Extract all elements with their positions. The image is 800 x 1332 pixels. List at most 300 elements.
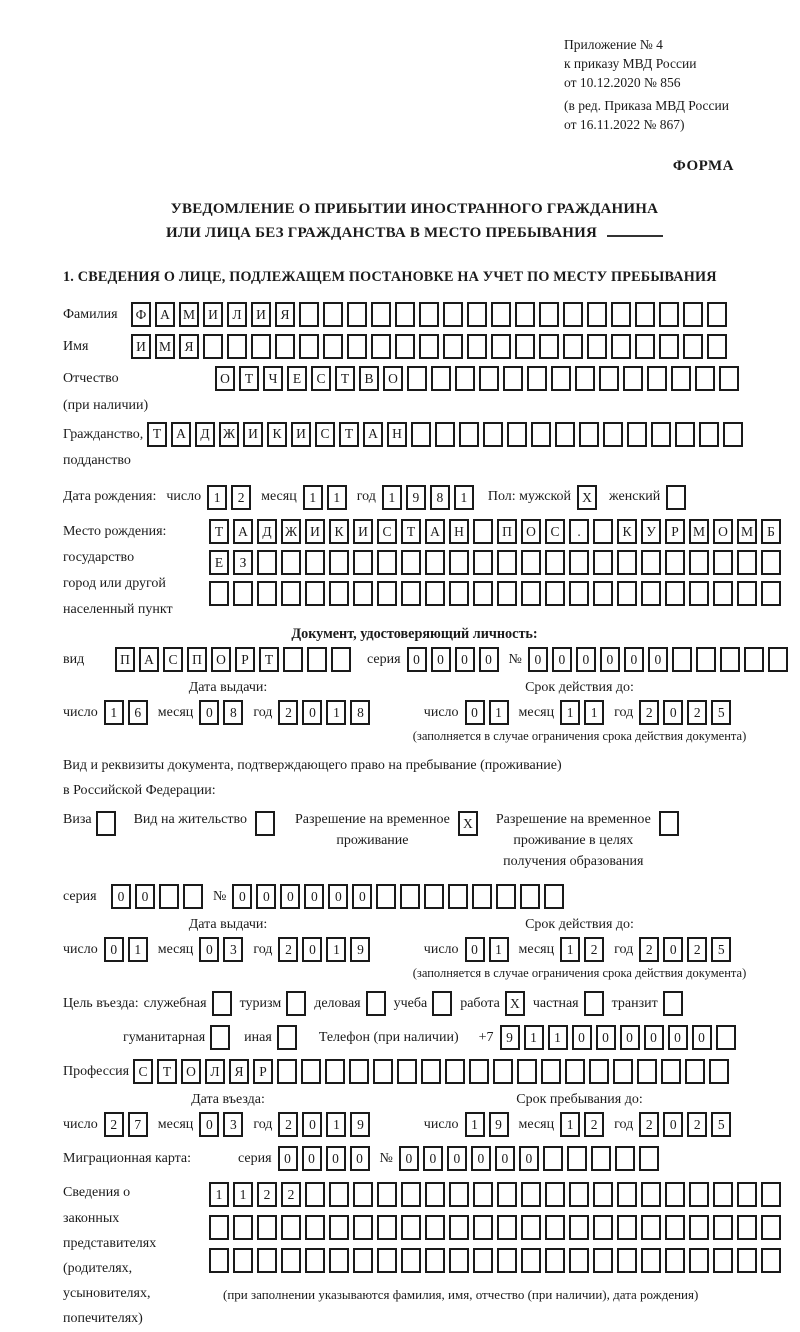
form-cell[interactable] [203, 334, 223, 359]
form-cell[interactable]: И [305, 519, 325, 544]
form-cell[interactable] [209, 1215, 229, 1240]
form-cell[interactable] [473, 1182, 493, 1207]
form-cell[interactable] [569, 1248, 589, 1273]
form-cell[interactable] [257, 1215, 277, 1240]
form-cell[interactable] [689, 1248, 709, 1273]
form-cell[interactable]: Т [259, 647, 279, 672]
form-cell[interactable] [275, 334, 295, 359]
form-cell[interactable]: 5 [711, 700, 731, 725]
form-cell[interactable]: 0 [302, 1146, 322, 1171]
form-cell[interactable] [651, 422, 671, 447]
form-cell[interactable] [617, 581, 637, 606]
form-cell[interactable] [613, 1059, 633, 1084]
form-cell[interactable] [497, 1182, 517, 1207]
form-cell[interactable] [210, 1025, 230, 1050]
form-cell[interactable] [419, 334, 439, 359]
form-cell[interactable] [545, 1248, 565, 1273]
form-cell[interactable] [661, 1059, 681, 1084]
form-cell[interactable]: 0 [471, 1146, 491, 1171]
form-cell[interactable] [659, 302, 679, 327]
form-cell[interactable]: 6 [128, 700, 148, 725]
form-cell[interactable]: 0 [111, 884, 131, 909]
form-cell[interactable]: П [187, 647, 207, 672]
form-cell[interactable]: С [315, 422, 335, 447]
form-cell[interactable]: 2 [639, 700, 659, 725]
form-cell[interactable]: О [181, 1059, 201, 1084]
form-cell[interactable]: С [133, 1059, 153, 1084]
form-cell[interactable]: 0 [648, 647, 668, 672]
form-cell[interactable]: 8 [430, 485, 450, 510]
form-cell[interactable] [305, 1215, 325, 1240]
form-cell[interactable] [683, 334, 703, 359]
form-cell[interactable]: И [251, 302, 271, 327]
form-cell[interactable]: 0 [352, 884, 372, 909]
form-cell[interactable]: 9 [406, 485, 426, 510]
form-cell[interactable] [159, 884, 179, 909]
form-cell[interactable] [401, 1215, 421, 1240]
form-cell[interactable]: 0 [199, 700, 219, 725]
form-cell[interactable] [376, 884, 396, 909]
form-cell[interactable] [445, 1059, 465, 1084]
form-cell[interactable] [617, 1182, 637, 1207]
form-cell[interactable] [467, 302, 487, 327]
form-cell[interactable]: А [425, 519, 445, 544]
form-cell[interactable] [593, 1248, 613, 1273]
form-cell[interactable]: П [497, 519, 517, 544]
form-cell[interactable] [567, 1146, 587, 1171]
form-cell[interactable] [455, 366, 475, 391]
form-cell[interactable]: 0 [624, 647, 644, 672]
form-cell[interactable] [411, 422, 431, 447]
form-cell[interactable]: Т [339, 422, 359, 447]
form-cell[interactable] [421, 1059, 441, 1084]
form-cell[interactable]: X [458, 811, 478, 836]
form-cell[interactable] [329, 1215, 349, 1240]
form-cell[interactable] [329, 1182, 349, 1207]
form-cell[interactable] [737, 550, 757, 575]
form-cell[interactable] [545, 1215, 565, 1240]
form-cell[interactable] [448, 884, 468, 909]
form-cell[interactable] [449, 1248, 469, 1273]
form-cell[interactable]: 2 [584, 1112, 604, 1137]
form-cell[interactable] [209, 581, 229, 606]
form-cell[interactable] [473, 550, 493, 575]
form-cell[interactable] [353, 1182, 373, 1207]
form-cell[interactable]: 0 [596, 1025, 616, 1050]
form-cell[interactable]: 1 [327, 485, 347, 510]
form-cell[interactable]: Ч [263, 366, 283, 391]
form-cell[interactable]: 2 [687, 700, 707, 725]
form-cell[interactable] [497, 581, 517, 606]
form-cell[interactable] [377, 550, 397, 575]
form-cell[interactable]: О [521, 519, 541, 544]
form-cell[interactable] [611, 302, 631, 327]
form-cell[interactable] [593, 550, 613, 575]
form-cell[interactable]: 2 [584, 937, 604, 962]
form-cell[interactable]: Т [401, 519, 421, 544]
form-cell[interactable] [713, 1215, 733, 1240]
form-cell[interactable]: 1 [560, 937, 580, 962]
form-cell[interactable] [469, 1059, 489, 1084]
form-cell[interactable] [305, 1248, 325, 1273]
form-cell[interactable] [543, 1146, 563, 1171]
form-cell[interactable] [277, 1025, 297, 1050]
form-cell[interactable] [373, 1059, 393, 1084]
form-cell[interactable]: М [179, 302, 199, 327]
form-cell[interactable] [473, 519, 493, 544]
form-cell[interactable] [305, 550, 325, 575]
form-cell[interactable] [713, 1248, 733, 1273]
form-cell[interactable] [401, 550, 421, 575]
form-cell[interactable]: З [233, 550, 253, 575]
form-cell[interactable] [497, 1215, 517, 1240]
form-cell[interactable]: 1 [128, 937, 148, 962]
form-cell[interactable]: А [233, 519, 253, 544]
form-cell[interactable]: 0 [135, 884, 155, 909]
form-cell[interactable] [507, 422, 527, 447]
form-cell[interactable] [257, 550, 277, 575]
form-cell[interactable]: Н [387, 422, 407, 447]
form-cell[interactable]: К [267, 422, 287, 447]
form-cell[interactable] [569, 581, 589, 606]
form-cell[interactable] [395, 334, 415, 359]
form-cell[interactable]: 0 [199, 937, 219, 962]
form-cell[interactable] [301, 1059, 321, 1084]
form-cell[interactable]: 0 [199, 1112, 219, 1137]
form-cell[interactable] [377, 1182, 397, 1207]
form-cell[interactable] [329, 550, 349, 575]
form-cell[interactable] [377, 1215, 397, 1240]
form-cell[interactable] [641, 581, 661, 606]
form-cell[interactable]: К [617, 519, 637, 544]
form-cell[interactable] [699, 422, 719, 447]
form-cell[interactable] [666, 485, 686, 510]
form-cell[interactable]: 0 [399, 1146, 419, 1171]
form-cell[interactable] [617, 550, 637, 575]
form-cell[interactable] [329, 1248, 349, 1273]
form-cell[interactable] [627, 422, 647, 447]
form-cell[interactable] [305, 581, 325, 606]
form-cell[interactable] [209, 1248, 229, 1273]
form-cell[interactable] [497, 1248, 517, 1273]
form-cell[interactable] [483, 422, 503, 447]
form-cell[interactable]: Р [665, 519, 685, 544]
form-cell[interactable]: 0 [423, 1146, 443, 1171]
form-cell[interactable] [707, 302, 727, 327]
form-cell[interactable]: 2 [687, 1112, 707, 1137]
form-cell[interactable]: Т [335, 366, 355, 391]
form-cell[interactable] [544, 884, 564, 909]
form-cell[interactable] [737, 1215, 757, 1240]
form-cell[interactable] [635, 302, 655, 327]
form-cell[interactable] [521, 1215, 541, 1240]
form-cell[interactable]: М [689, 519, 709, 544]
form-cell[interactable] [539, 302, 559, 327]
form-cell[interactable] [689, 550, 709, 575]
form-cell[interactable]: К [329, 519, 349, 544]
form-cell[interactable] [744, 647, 764, 672]
form-cell[interactable]: 9 [500, 1025, 520, 1050]
form-cell[interactable]: 1 [465, 1112, 485, 1137]
form-cell[interactable] [713, 581, 733, 606]
form-cell[interactable]: 0 [465, 937, 485, 962]
form-cell[interactable] [611, 334, 631, 359]
form-cell[interactable] [569, 550, 589, 575]
form-cell[interactable] [551, 366, 571, 391]
form-cell[interactable] [672, 647, 692, 672]
form-cell[interactable]: 0 [455, 647, 475, 672]
form-cell[interactable]: 0 [663, 937, 683, 962]
form-cell[interactable] [545, 550, 565, 575]
form-cell[interactable] [325, 1059, 345, 1084]
form-cell[interactable] [521, 1248, 541, 1273]
form-cell[interactable] [617, 1215, 637, 1240]
form-cell[interactable]: 2 [257, 1182, 277, 1207]
form-cell[interactable] [685, 1059, 705, 1084]
form-cell[interactable]: 0 [104, 937, 124, 962]
form-cell[interactable] [449, 1182, 469, 1207]
form-cell[interactable]: И [353, 519, 373, 544]
form-cell[interactable]: О [211, 647, 231, 672]
form-cell[interactable] [371, 334, 391, 359]
form-cell[interactable] [737, 1182, 757, 1207]
form-cell[interactable] [212, 991, 232, 1016]
form-cell[interactable] [281, 1215, 301, 1240]
form-cell[interactable]: Д [195, 422, 215, 447]
form-cell[interactable] [695, 366, 715, 391]
form-cell[interactable] [425, 1182, 445, 1207]
form-cell[interactable]: П [115, 647, 135, 672]
form-cell[interactable]: 0 [528, 647, 548, 672]
form-cell[interactable] [761, 1215, 781, 1240]
form-cell[interactable] [545, 1182, 565, 1207]
form-cell[interactable]: 1 [454, 485, 474, 510]
form-cell[interactable] [761, 1182, 781, 1207]
form-cell[interactable] [443, 302, 463, 327]
form-cell[interactable]: 1 [104, 700, 124, 725]
form-cell[interactable]: 2 [278, 937, 298, 962]
form-cell[interactable]: С [545, 519, 565, 544]
form-cell[interactable]: Я [229, 1059, 249, 1084]
form-cell[interactable]: С [311, 366, 331, 391]
form-cell[interactable]: 1 [207, 485, 227, 510]
form-cell[interactable] [425, 1215, 445, 1240]
form-cell[interactable] [663, 991, 683, 1016]
form-cell[interactable] [639, 1146, 659, 1171]
form-cell[interactable]: 0 [663, 1112, 683, 1137]
form-cell[interactable]: У [641, 519, 661, 544]
form-cell[interactable] [233, 1248, 253, 1273]
form-cell[interactable] [233, 1215, 253, 1240]
form-cell[interactable] [531, 422, 551, 447]
form-cell[interactable] [419, 302, 439, 327]
form-cell[interactable] [347, 334, 367, 359]
form-cell[interactable] [331, 647, 351, 672]
form-cell[interactable] [449, 581, 469, 606]
form-cell[interactable] [641, 1182, 661, 1207]
form-cell[interactable] [665, 1215, 685, 1240]
form-cell[interactable]: А [155, 302, 175, 327]
form-cell[interactable]: 0 [328, 884, 348, 909]
form-cell[interactable] [257, 1248, 277, 1273]
form-cell[interactable] [665, 1182, 685, 1207]
form-cell[interactable]: Ф [131, 302, 151, 327]
form-cell[interactable]: 3 [223, 937, 243, 962]
form-cell[interactable]: Я [179, 334, 199, 359]
form-cell[interactable] [281, 550, 301, 575]
form-cell[interactable] [323, 302, 343, 327]
form-cell[interactable] [541, 1059, 561, 1084]
form-cell[interactable]: 1 [524, 1025, 544, 1050]
form-cell[interactable]: 9 [350, 1112, 370, 1137]
form-cell[interactable]: 1 [303, 485, 323, 510]
form-cell[interactable] [723, 422, 743, 447]
form-cell[interactable] [353, 581, 373, 606]
form-cell[interactable] [307, 647, 327, 672]
form-cell[interactable] [565, 1059, 585, 1084]
form-cell[interactable]: И [131, 334, 151, 359]
form-cell[interactable]: 2 [639, 1112, 659, 1137]
form-cell[interactable] [675, 422, 695, 447]
form-cell[interactable] [737, 1248, 757, 1273]
form-cell[interactable]: X [577, 485, 597, 510]
form-cell[interactable] [593, 581, 613, 606]
form-cell[interactable]: 0 [600, 647, 620, 672]
form-cell[interactable]: 7 [128, 1112, 148, 1137]
form-cell[interactable]: 1 [326, 700, 346, 725]
form-cell[interactable] [401, 1182, 421, 1207]
form-cell[interactable] [665, 550, 685, 575]
form-cell[interactable] [299, 302, 319, 327]
form-cell[interactable] [473, 581, 493, 606]
form-cell[interactable] [353, 550, 373, 575]
form-cell[interactable] [527, 366, 547, 391]
form-cell[interactable] [761, 550, 781, 575]
form-cell[interactable] [665, 1248, 685, 1273]
form-cell[interactable] [637, 1059, 657, 1084]
form-cell[interactable]: 2 [281, 1182, 301, 1207]
form-cell[interactable]: Т [157, 1059, 177, 1084]
form-cell[interactable]: И [291, 422, 311, 447]
form-cell[interactable] [449, 550, 469, 575]
form-cell[interactable] [251, 334, 271, 359]
form-cell[interactable] [593, 1215, 613, 1240]
form-cell[interactable] [545, 581, 565, 606]
form-cell[interactable]: 0 [576, 647, 596, 672]
form-cell[interactable] [377, 581, 397, 606]
form-cell[interactable]: И [203, 302, 223, 327]
form-cell[interactable] [587, 302, 607, 327]
form-cell[interactable] [305, 1182, 325, 1207]
form-cell[interactable]: 8 [223, 700, 243, 725]
form-cell[interactable]: Т [209, 519, 229, 544]
form-cell[interactable] [432, 991, 452, 1016]
form-cell[interactable] [233, 581, 253, 606]
form-cell[interactable] [555, 422, 575, 447]
form-cell[interactable] [641, 1248, 661, 1273]
form-cell[interactable]: 9 [350, 937, 370, 962]
form-cell[interactable] [737, 581, 757, 606]
form-cell[interactable] [707, 334, 727, 359]
form-cell[interactable]: М [155, 334, 175, 359]
form-cell[interactable]: 2 [278, 700, 298, 725]
form-cell[interactable] [720, 647, 740, 672]
form-cell[interactable] [473, 1248, 493, 1273]
form-cell[interactable] [443, 334, 463, 359]
form-cell[interactable]: 0 [407, 647, 427, 672]
form-cell[interactable]: 1 [326, 937, 346, 962]
form-cell[interactable]: Р [235, 647, 255, 672]
form-cell[interactable] [281, 1248, 301, 1273]
form-cell[interactable]: 0 [620, 1025, 640, 1050]
form-cell[interactable] [584, 991, 604, 1016]
form-cell[interactable] [283, 647, 303, 672]
form-cell[interactable] [563, 334, 583, 359]
form-cell[interactable] [515, 334, 535, 359]
form-cell[interactable]: О [383, 366, 403, 391]
form-cell[interactable] [683, 302, 703, 327]
form-cell[interactable] [371, 302, 391, 327]
form-cell[interactable]: Т [239, 366, 259, 391]
form-cell[interactable] [689, 1215, 709, 1240]
form-cell[interactable] [491, 302, 511, 327]
form-cell[interactable]: 0 [302, 937, 322, 962]
form-cell[interactable]: О [215, 366, 235, 391]
form-cell[interactable]: 1 [548, 1025, 568, 1050]
form-cell[interactable] [593, 1182, 613, 1207]
form-cell[interactable] [617, 1248, 637, 1273]
form-cell[interactable] [397, 1059, 417, 1084]
form-cell[interactable] [491, 334, 511, 359]
form-cell[interactable]: 0 [519, 1146, 539, 1171]
form-cell[interactable] [377, 1248, 397, 1273]
form-cell[interactable] [623, 366, 643, 391]
form-cell[interactable] [255, 811, 275, 836]
form-cell[interactable] [579, 422, 599, 447]
form-cell[interactable] [479, 366, 499, 391]
form-cell[interactable] [517, 1059, 537, 1084]
form-cell[interactable]: 0 [278, 1146, 298, 1171]
form-cell[interactable] [353, 1248, 373, 1273]
form-cell[interactable]: 0 [256, 884, 276, 909]
form-cell[interactable] [425, 550, 445, 575]
form-cell[interactable]: . [569, 519, 589, 544]
form-cell[interactable] [299, 334, 319, 359]
form-cell[interactable]: О [713, 519, 733, 544]
form-cell[interactable] [575, 366, 595, 391]
form-cell[interactable]: 2 [687, 937, 707, 962]
form-cell[interactable]: В [359, 366, 379, 391]
form-cell[interactable] [472, 884, 492, 909]
form-cell[interactable]: 9 [489, 1112, 509, 1137]
form-cell[interactable] [503, 366, 523, 391]
form-cell[interactable] [593, 519, 613, 544]
form-cell[interactable]: 1 [560, 1112, 580, 1137]
form-cell[interactable]: Р [253, 1059, 273, 1084]
form-cell[interactable] [713, 1182, 733, 1207]
form-cell[interactable] [400, 884, 420, 909]
form-cell[interactable] [227, 334, 247, 359]
form-cell[interactable] [425, 581, 445, 606]
form-cell[interactable] [347, 302, 367, 327]
form-cell[interactable]: 1 [584, 700, 604, 725]
form-cell[interactable]: 0 [668, 1025, 688, 1050]
form-cell[interactable]: 8 [350, 700, 370, 725]
form-cell[interactable] [424, 884, 444, 909]
form-cell[interactable]: Е [287, 366, 307, 391]
form-cell[interactable] [496, 884, 516, 909]
form-cell[interactable]: А [139, 647, 159, 672]
